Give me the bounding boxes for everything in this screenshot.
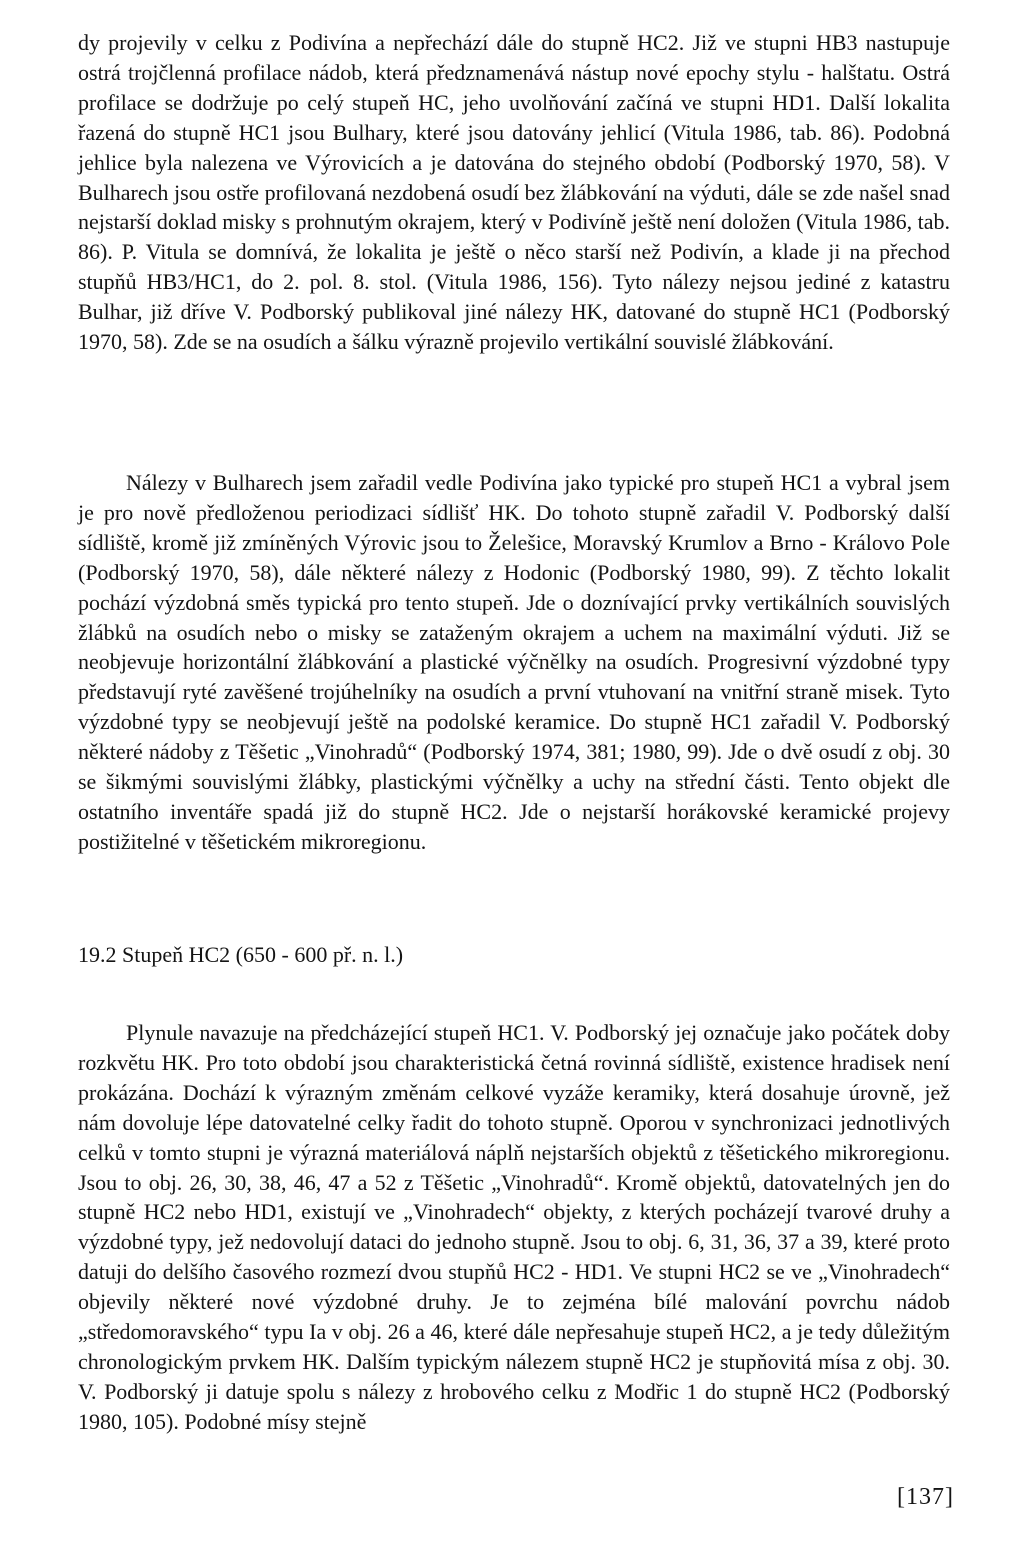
paragraph-2: Nálezy v Bulharech jsem zařadil vedle Podivína jako typické pro stupeň HC1 a vybral jsem je pro nově předloženou periodizaci sídlišť HK. Do tohoto stupně zařadil V. Podborský další sídliště, kromě již zmíněných Výrovic jsou to Želešice, Moravský Krumlov a Brno - Královo Pole (Podborský 1970, 58), dále některé nálezy z Hodonic (Podborský 1980, 99). Z těchto lokalit pochází výzdobná směs typická pro tento stupeň. Jde o doznívající prvky vertikálních souvislých žlábků na osudích nebo o misky se zataženým okrajem a uchem na maximální výduti. Již se neobjevuje horizontální žlábkování a plastické výčnělky na osudích. Progresivní výzdobné typy představují ryté zavěšené trojúhelníky na osudích a první vtuhovaní na vnitřní straně misek. Tyto výzdobné typy se neobjevují ještě na podolské keramice. Do stupně HC1 zařadil V. Podborský některé nádoby z Těšetic „Vinohradů“ (Podborský 1974, 381; 1980, 99). Jde o dvě osudí z obj. 30 se šikmými souvislými žlábky, plastickými výčnělky a uchy na střední části. Tento objekt dle ostatního inventáře spadá již do stupně HC2. Jde o nejstarší horákovské keramické projevy postižitelné v těšetickém mikroregionu.	[78, 470, 950, 854]
paragraph-1: dy projevily v celku z Podivína a nepřechází dále do stupně HC2. Již ve stupni HB3 nastupuje ostrá trojčlenná profilace nádob, která předznamenává nástup nové epochy stylu - halštatu. Ostrá profilace se dodržuje po celý stupeň HC, jeho uvolňování začíná ve stupni HD1. Další lokalita řazená do stupně HC1 jsou Bulhary, které jsou datovány jehlicí (Vitula 1986, tab. 86). Podobná jehlice byla nalezena ve Výrovicích a je datována do stejného období (Podborský 1970, 58). V Bulharech jsou ostře profilovaná nezdobená osudí bez žlábkování na výduti, dále se zde našel snad nejstarší doklad misky s prohnutým okrajem, který v Podivíně ještě není doložen (Vitula 1986, tab. 86). P. Vitula se domnívá, že lokalita je ještě o něco starší než Podivín, a klade ji na přechod stupňů HB3/HC1, do 2. pol. 8. stol. (Vitula 1986, 156). Tyto nálezy nejsou jediné z katastru Bulhar, již dříve V. Podborský publikoval jiné nálezy HK, datované do stupně HC1 (Podborský 1970, 58). Zde se na osudích a šálku výrazně projevilo vertikální souvislé žlábkování.	[78, 30, 950, 355]
page-number: [137]	[897, 1484, 954, 1510]
section-heading: 19.2 Stupeň HC2 (650 - 600 př. n. l.)	[78, 942, 404, 967]
paragraph-3: Plynule navazuje na předcházející stupeň HC1. V. Podborský jej označuje jako počátek doby rozkvětu HK. Pro toto období jsou charakteristická četná rovinná sídliště, existence hradisek není prokázána. Dochází k výrazným změnám celkové vyzáže keramiky, která dosahuje úrovně, jež nám dovoluje lépe datovatelné celky řadit do tohoto stupně. Oporou v synchronizaci jednotlivých celků v tomto stupni je výrazná materiálová náplň nejstarších objektů z těšetického mikroregionu. Jsou to obj. 26, 30, 38, 46, 47 a 52 z Těšetic „Vinohradů“. Kromě objektů, datovatelných jen do stupně HC2 nebo HD1, existují ve „Vinohradech“ objekty, z kterých pocházejí tvarové druhy a výzdobné typy, jež nedovolují dataci do jednoho stupně. Jsou to obj. 6, 31, 36, 37 a 39, které proto datuji do delšího časového rozmezí dvou stupňů HC2 - HD1. Ve stupni HC2 se ve „Vinohradech“ objevily některé nové výzdobné druhy. Je to zejména bílé malování povrchu nádob „středomoravského“ typu Ia v obj. 26 a 46, které dále nepřesahuje stupeň HC2, a je tedy důležitým chronologickým prvkem HK. Dalším typickým nálezem stupně HC2 je stupňovitá mísa z obj. 30. V. Podborský ji datuje spolu s nálezy z hrobového celku z Modřic 1 do stupně HC2 (Podborský 1980, 105). Podobné mísy stejně	[78, 1020, 950, 1434]
